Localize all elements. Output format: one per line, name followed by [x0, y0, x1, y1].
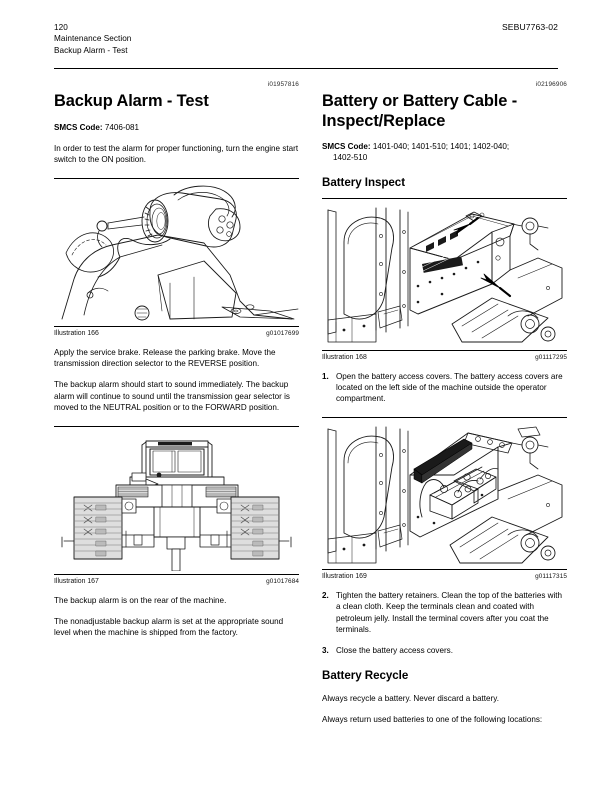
subheading-battery-recycle: Battery Recycle: [322, 668, 409, 682]
page-title: Backup Alarm - Test: [54, 92, 209, 110]
section-name: Maintenance Section: [54, 34, 132, 44]
battery-title-line2: Inspect/Replace: [322, 111, 446, 130]
intro-paragraph: In order to test the alarm for proper functioning, turn the engine start switch to the ON position.: [54, 143, 299, 165]
header-divider: [54, 68, 558, 69]
document-id: SEBU7763-02: [501, 22, 558, 32]
smcs-value: 7406-081: [104, 122, 140, 132]
paragraph-alarm-sound: The backup alarm should start to sound immediately. The backup alarm will continue to sound until the transmission gear selector is moved to the NEUTRAL position or to the FORWARD position.: [54, 380, 290, 413]
header-left-block: [54, 22, 131, 56]
smcs-code-left: [54, 122, 299, 133]
figure1-label: Illustration 166: [54, 329, 99, 337]
left-column: [54, 80, 299, 639]
page-number: 120: [54, 23, 68, 32]
illustration-167-caption: [54, 578, 299, 585]
smcs-value-right: 1401-040; 1401-510; 1401; 1402-040;: [372, 142, 510, 151]
recycle-paragraph-2: Always return used batteries to one of the following locations:: [322, 715, 543, 725]
smcs-label-right: SMCS Code:: [322, 142, 371, 151]
right-inumber: i02196906: [535, 81, 567, 88]
step-2-number: 2.: [322, 590, 329, 600]
figure3-label: Illustration 168: [322, 353, 367, 361]
recycle-paragraph-1: Always recycle a battery. Never discard a battery.: [322, 693, 499, 703]
smcs-label: SMCS Code:: [54, 122, 103, 132]
step-3-text: Close the battery access covers.: [336, 646, 453, 656]
figure3-graphic-id: g01117295: [535, 353, 567, 361]
paragraph-nonadjustable: The nonadjustable backup alarm is set at the appropriate sound level when the machine is shipped from the factory.: [54, 617, 284, 638]
right-column: [322, 80, 567, 726]
figure2-graphic-id: g01017684: [266, 577, 299, 585]
figure4-label: Illustration 169: [322, 572, 367, 580]
step-1-number: 1.: [322, 371, 329, 381]
subheading-battery-inspect: Battery Inspect: [322, 175, 406, 189]
battery-title-line1: Battery or Battery Cable -: [322, 92, 518, 110]
step-2-text: Tighten the battery retainers. Clean the top of the batteries with a clean cloth. Keep the terminals clean and coated with petroleum jelly. Install the terminal covers after you coat the terminals.: [336, 590, 563, 635]
battery-section-title: [322, 92, 567, 131]
illustration-168-image: [322, 202, 567, 347]
step-3: [322, 645, 567, 656]
illustration-166-image: [54, 183, 299, 323]
step-2: [322, 590, 567, 636]
illustration-166-caption: [54, 330, 299, 337]
smcs-code-right: [322, 141, 567, 164]
figure2-label: Illustration 167: [54, 577, 99, 585]
page-header: [54, 22, 558, 68]
topic-name: Backup Alarm - Test: [54, 45, 128, 55]
left-inumber: i01957816: [267, 81, 299, 88]
step-3-number: 3.: [322, 646, 329, 656]
illustration-169-image: [322, 421, 567, 566]
illustration-169-caption: [322, 573, 567, 580]
step-1-text: Open the battery access covers. The battery access covers are located on the left side of the machine outside the operator compartment.: [336, 371, 563, 404]
figure4-graphic-id: g01117315: [535, 572, 567, 580]
smcs-value-right-cont: 1402-510: [333, 153, 368, 163]
paragraph-alarm-rear: The backup alarm is on the rear of the machine.: [54, 595, 227, 605]
illustration-167-image: [54, 431, 299, 571]
paragraph-apply-brake: Apply the service brake. Release the parking brake. Move the transmission direction selector to the REVERSE position.: [54, 347, 276, 369]
step-1: [322, 371, 567, 405]
illustration-168-caption: [322, 354, 567, 361]
figure1-graphic-id: g01017699: [266, 329, 299, 337]
